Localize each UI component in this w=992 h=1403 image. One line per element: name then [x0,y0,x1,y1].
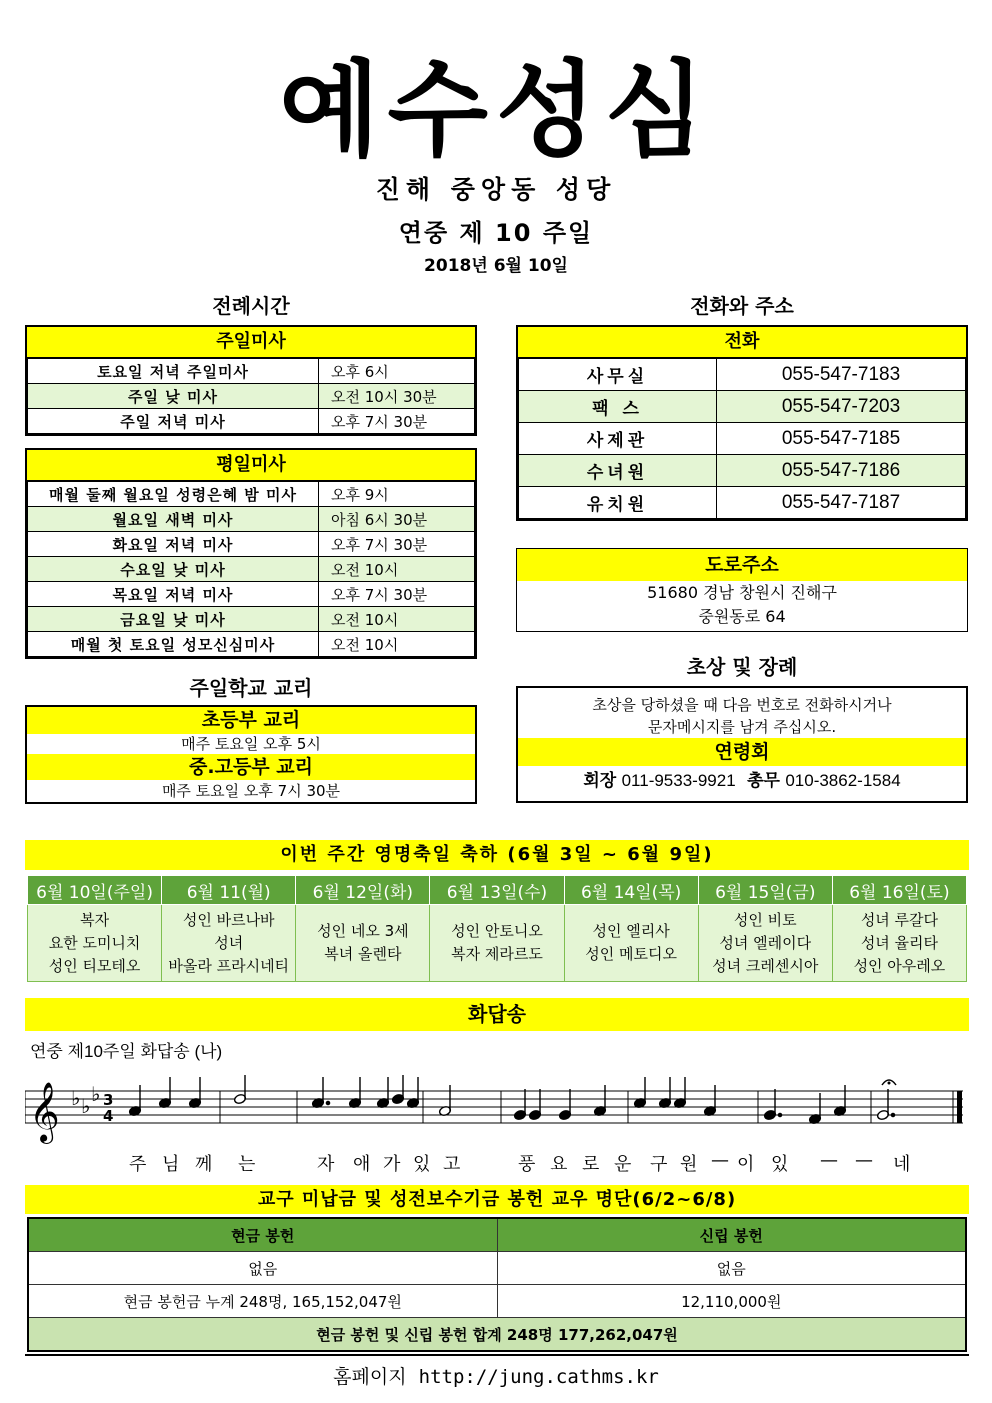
row-name: 목요일 저녁 미사 [28,582,319,607]
saint-name: 복녀 올렌타 [324,945,402,963]
svg-text:4: 4 [103,1107,114,1125]
svg-text:3: 3 [103,1091,114,1109]
table-row [519,423,966,455]
lyric-syllable: 애 [353,1154,371,1175]
table-row [28,384,475,409]
lyric-syllable: — [711,1150,729,1171]
saint-name: 성녀 루갈다 [860,910,939,929]
funeral-text [518,694,966,738]
saint-name: 성인 엘리사 [592,922,670,940]
lyric-syllable: 네 [893,1154,911,1175]
feast-saints [296,905,430,982]
row-name: 화요일 저녁 미사 [28,532,319,557]
contact-title: 전화와 주소 [690,294,794,318]
date-label: 2018년 6월 10일 [424,256,568,276]
table-row [28,582,475,607]
lyric-syllable: — [820,1150,838,1171]
funeral-line2: 문자메시지를 남겨 주십시오. [647,718,837,736]
church-name: 진해 중앙동 성당 [375,175,617,204]
lyric-syllable: 가 [383,1154,401,1175]
feast-saints [28,905,162,982]
row-value: 055-547-7185 [717,423,966,455]
secretary-label: 총무 [747,771,780,791]
saint-name: 성녀 [214,933,244,952]
lyric-syllable: 고 [443,1154,461,1175]
president-label: 회장 [583,771,617,791]
lyric-syllable: 운 [614,1154,632,1175]
psalm-lyrics [25,1150,969,1174]
feast-saints [162,905,296,982]
address-head: 도로주소 [517,549,967,581]
offering-cum2: 12,110,000원 [497,1285,966,1318]
row-value: 055-547-7187 [717,487,966,519]
saint-name: 바올라 프라시네티 [168,956,290,975]
row-name: 수녀원 [519,455,717,487]
saint-name: 성녀 율리타 [860,933,939,952]
table-row [519,487,966,519]
saint-name: 성녀 엘레이다 [719,933,812,952]
lyric-syllable: 있 [771,1154,789,1175]
row-value: 오후 6시 [319,359,475,384]
saint-name: 성인 바르나바 [182,910,275,929]
table-row [28,532,475,557]
school-title: 주일학교 교리 [189,676,313,700]
feast-day: 6월 14일(목) [564,876,698,905]
lyric-syllable: 원 [680,1154,698,1175]
table-row [519,359,966,391]
row-value: 오전 10시 [319,557,475,582]
footer [0,1362,992,1389]
row-name: 유치원 [519,487,717,519]
psalm-title: 화답송 [25,998,969,1031]
table-row [28,409,475,434]
address-box [516,548,968,632]
psalm-subtitle: 연중 제10주일 화답송 (나) [30,1042,223,1061]
row-name: 매월 첫 토요일 성모신심미사 [28,632,319,657]
sunday-mass-table [27,358,475,434]
lyric-syllable: 있 [413,1154,431,1175]
row-name: 사무실 [519,359,717,391]
offering-val1: 없음 [28,1252,497,1285]
lyric-syllable: 주 [129,1154,147,1175]
address-line2: 중원동로 64 [698,607,786,626]
row-value: 오후 7시 30분 [319,409,475,434]
saint-name: 성인 메토디오 [585,945,677,963]
address-line1: 51680 경남 창원시 진해구 [647,583,837,602]
row-value: 055-547-7186 [717,455,966,487]
svg-text:𝄞: 𝄞 [29,1082,60,1142]
saint-name: 성녀 크레센시아 [712,956,819,975]
secretary-number: 010-3862-1584 [785,771,901,790]
week-label: 연중 제 10 주일 [398,219,594,247]
feast-names-row [28,905,967,982]
lyric-syllable: 구 [650,1154,668,1175]
feast-saints [698,905,832,982]
music-staff [25,1075,969,1155]
offering-table [27,1217,967,1352]
table-row [28,557,475,582]
feast-day: 6월 15일(금) [698,876,832,905]
elem-time: 매주 토요일 오후 5시 [181,735,321,753]
elem-head: 초등부 교리 [27,707,475,734]
offering-total: 현금 봉헌 및 신립 봉헌 합계 248명 177,262,047원 [28,1318,966,1352]
page-title: 예수성심 [279,48,713,171]
row-name: 주일 저녁 미사 [28,409,319,434]
saint-name: 요한 도미니치 [48,933,141,952]
feast-header-row [28,876,967,905]
footer-divider [25,1354,969,1356]
table-row [28,482,475,507]
row-name: 금요일 낮 미사 [28,607,319,632]
phone-table [518,358,966,519]
row-name: 팩 스 [519,391,717,423]
offering-col1: 현금 봉헌 [28,1218,497,1252]
saint-name: 복자 [80,910,110,929]
offering-val2: 없음 [497,1252,966,1285]
lyric-syllable: 께 [195,1154,213,1175]
saint-name: 성인 아우레오 [853,956,946,975]
feast-saints [564,905,698,982]
funeral-org: 연령회 [518,738,966,766]
feast-table [27,875,967,982]
row-name: 매월 둘째 월요일 성령은혜 밤 미사 [28,482,319,507]
address-text [517,581,967,631]
row-value: 아침 6시 30분 [319,507,475,532]
lyric-syllable: 이 [737,1154,755,1175]
weekday-mass-box [25,448,477,659]
row-value: 오전 10시 [319,607,475,632]
mid-head: 중.고등부 교리 [27,754,475,780]
feast-day: 6월 11(월) [162,876,296,905]
sunday-mass-head: 주일미사 [27,327,475,358]
row-name: 수요일 낮 미사 [28,557,319,582]
row-name: 월요일 새벽 미사 [28,507,319,532]
homepage-link[interactable]: http://jung.cathms.kr [418,1366,659,1388]
lyric-syllable: 로 [582,1154,600,1175]
lyric-syllable: 자 [317,1154,335,1175]
funeral-line1: 초상을 당하셨을 때 다음 번호로 전화하시거나 [592,696,892,714]
saint-name: 복자 제라르도 [451,945,543,963]
saint-name: 성인 티모테오 [48,956,141,975]
row-value: 오전 10시 [319,632,475,657]
feast-day: 6월 13일(수) [430,876,564,905]
funeral-box [516,686,968,803]
funeral-contacts [518,766,966,796]
homepage-label: 홈페이지 [333,1366,407,1388]
table-row [28,632,475,657]
lyric-syllable: 님 [162,1154,180,1175]
sunday-mass-box [25,325,477,436]
table-row [28,607,475,632]
row-value: 오후 7시 30분 [319,582,475,607]
row-value: 오후 7시 30분 [319,532,475,557]
row-name: 주일 낮 미사 [28,384,319,409]
funeral-title: 초상 및 장례 [686,655,798,679]
school-box [25,705,477,804]
svg-text:♭: ♭ [71,1086,81,1110]
president-number: 011-9533-9921 [621,771,736,790]
feast-title: 이번 주간 영명축일 축하 (6월 3일 ~ 6월 9일) [25,840,969,870]
feast-day: 6월 10일(주일) [28,876,162,905]
table-row [28,359,475,384]
phone-head: 전화 [518,327,966,358]
row-value: 오후 9시 [319,482,475,507]
lyric-syllable: 풍 [518,1154,536,1175]
offering-cum1: 현금 봉헌금 누계 248명, 165,152,047원 [28,1285,497,1318]
saint-name: 성인 안토니오 [451,922,543,940]
saint-name: 성인 비토 [733,910,797,929]
row-value: 055-547-7183 [717,359,966,391]
table-row [519,455,966,487]
feast-day: 6월 16일(토) [832,876,966,905]
table-row [519,391,966,423]
phone-box [516,325,968,521]
lyric-syllable: 는 [238,1154,256,1175]
offering-col2: 신립 봉헌 [497,1218,966,1252]
row-name: 사제관 [519,423,717,455]
feast-day: 6월 12일(화) [296,876,430,905]
feast-saints [832,905,966,982]
row-name: 토요일 저녁 주일미사 [28,359,319,384]
svg-text:♭: ♭ [91,1082,101,1106]
lyric-syllable: 요 [550,1154,568,1175]
weekday-mass-head: 평일미사 [27,450,475,481]
liturgy-title: 전례시간 [212,294,290,318]
weekday-mass-table [27,481,475,657]
row-value: 055-547-7203 [717,391,966,423]
mid-time: 매주 토요일 오후 7시 30분 [161,782,341,800]
offering-title: 교구 미납금 및 성전보수기금 봉헌 교우 명단(6/2~6/8) [25,1185,969,1214]
header [0,48,992,171]
row-value: 오전 10시 30분 [319,384,475,409]
lyric-syllable: — [855,1150,873,1171]
feast-saints [430,905,564,982]
svg-text:♭: ♭ [81,1094,91,1118]
table-row [28,507,475,532]
saint-name: 성인 네오 3세 [317,922,409,940]
